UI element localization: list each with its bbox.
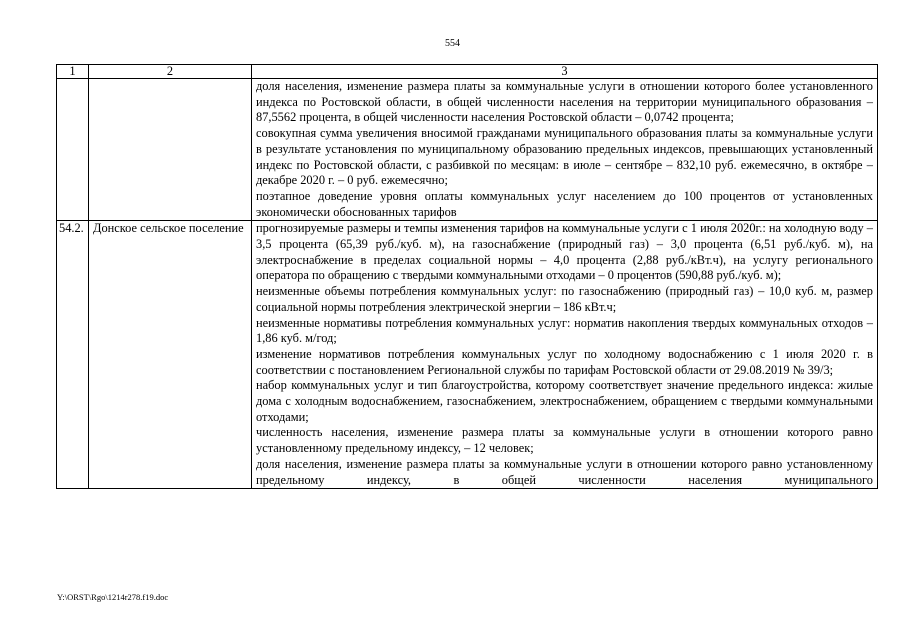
paragraph: численность населения, изменение размера платы за коммунальные услуги в отношении которого равно установленному предельному индексу, – 12 человек;	[256, 425, 873, 456]
header-col-3: 3	[252, 65, 878, 79]
header-col-2: 2	[89, 65, 252, 79]
row-number	[57, 79, 89, 221]
footer-file-path: Y:\ORST\Rgo\1214r278.f19.doc	[57, 592, 169, 602]
row-name: Донское сельское поселение	[89, 221, 252, 489]
paragraph: поэтапное доведение уровня оплаты коммунальных услуг населением до 100 процентов от установленных экономически обоснованных тарифов	[256, 188, 873, 219]
paragraph: неизменные объемы потребления коммунальных услуг: по газоснабжению (природный газ) – 10,0 куб. м, размер социальной нормы потребления электрической энергии – 186 кВт.ч;	[256, 284, 873, 314]
paragraph: набор коммунальных услуг и тип благоустройства, которому соответствует значение предельного индекса: жилые дома с холодным водоснабжением, газоснабжением, электроснабжением, обращением с твердыми коммунальными отходами;	[256, 378, 873, 424]
paragraph: прогнозируемые размеры и темпы изменения тарифов на коммунальные услуги с 1 июля 2020г.: на холодную воду – 3,5 процента (65,39 руб./куб. м), на газоснабжение (природный газ) – 3,0 процента (6,51 руб./куб. м), на электроснабжение в пределах социальной нормы – 4,0 процента (2,88 руб./кВт.ч), на услугу регионального оператора по обращению с твердыми коммунальными отходами – 0 процентов (590,88 руб./куб. м);	[256, 221, 873, 283]
paragraph: неизменные нормативы потребления коммунальных услуг: норматив накопления твердых коммунальных отходов – 1,86 куб. м/год;	[256, 315, 873, 346]
row-content	[252, 221, 878, 489]
table-row	[57, 221, 878, 489]
paragraph: изменение нормативов потребления коммунальных услуг по холодному водоснабжению с 1 июля 2020 г. в соответствии с постановлением Региональной службы по тарифам Ростовской области от 29.08.2019 № 39/3;	[256, 346, 873, 377]
document-table	[56, 64, 878, 489]
paragraph: совокупная сумма увеличения вносимой гражданами муниципального образования платы за коммунальные услуги в результате установления по муниципальному образованию предельных индексов, превышающих установленный индекс по Ростовской области, с разбивкой по месяцам: в июле – сентябре – 832,10 руб. ежемесячно, в октябре – декабре 2020 г. – 0 руб. ежемесячно;	[256, 126, 873, 188]
row-number: 54.2.	[57, 221, 89, 489]
paragraph: доля населения, изменение размера платы за коммунальные услуги в отношении которого более установленного индекса по Ростовской области, в общей численности населения на территории муниципального образования – 87,5562 процента, в общей численности населения Ростовской области – 0,0742 процента;	[256, 79, 873, 125]
row-name	[89, 79, 252, 221]
header-col-1: 1	[57, 65, 89, 79]
table-row	[57, 79, 878, 221]
paragraph: доля населения, изменение размера платы за коммунальные услуги в отношении которого равно установленному предельному индексу, в общей численности населения муниципального	[256, 456, 873, 487]
page-number: 554	[445, 38, 460, 49]
row-content	[252, 79, 878, 221]
table-header-row	[57, 65, 878, 79]
